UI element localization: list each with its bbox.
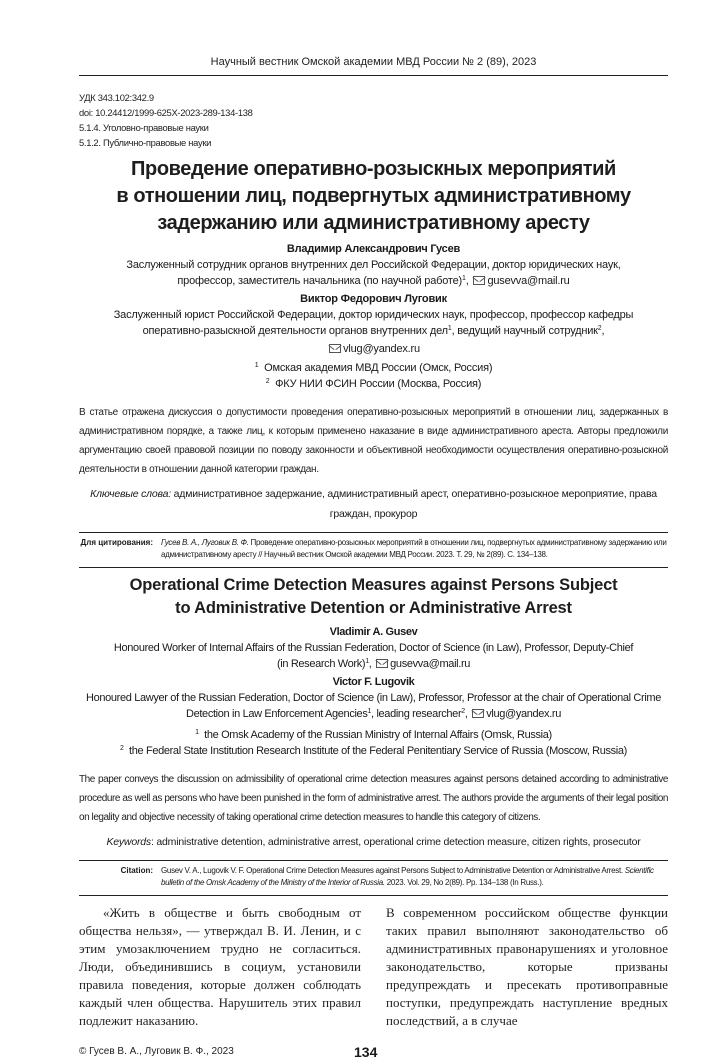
specialty-2: 5.1.2. Публично-правовые науки	[79, 137, 212, 148]
author-email[interactable]: gusevva@mail.ru	[390, 658, 471, 670]
author-affil-line: профессор, заместитель начальника (по научной работе)$^1$, gusevva@mail.ru	[177, 275, 570, 287]
keywords-en	[79, 832, 668, 852]
running-head: Научный вестник Омской академии МВД России № 2 (89), 2023	[210, 56, 537, 68]
author-name: Victor F. Lugovik	[332, 676, 415, 688]
page-number: 134	[354, 1044, 378, 1060]
header-rule	[79, 75, 668, 76]
body-columns	[79, 904, 668, 1030]
affiliation	[79, 361, 668, 377]
footnote-mark: 1	[365, 658, 369, 665]
title-ru-line: задержанию или административному аресту	[157, 212, 590, 234]
keywords-text: : administrative detention, administrative arrest, operational crime detection measure, citizen rights, prosecutor	[150, 836, 641, 848]
citation-journal: Scientific bulletin of the Omsk Academy of the Ministry of the Interior of Russia.	[161, 866, 654, 887]
footnote-mark: 2	[461, 708, 465, 715]
authors-en	[79, 624, 668, 760]
citation-body: Gusev V. A., Lugovik V. F. Operational Crime Detection Measures against Persons Subject to Administrative Detention or Administrative Arrest.	[161, 866, 625, 875]
keywords-text: административное задержание, административный арест, оперативно-розыскное мероприятие, права граждан, прокурор	[170, 488, 657, 520]
udc-code: УДК 343.102:342.9	[79, 92, 154, 103]
citation-label: Для цитирования:	[80, 538, 153, 547]
title-ru	[79, 156, 668, 237]
body-column-1: «Жить в обществе и быть свободным от общества нельзя», — утверждал В. И. Ленин, и с этим умозаключением трудно не согласиться. Люди, объединившись в социум, установили правила поведения, которые должен соблюдать каждый член общества. Нарушитель этих правил подлежит наказанию.	[79, 905, 361, 1028]
title-en	[79, 574, 668, 620]
specialty-1: 5.1.4. Уголовно-правовые науки	[79, 122, 209, 133]
citation-tail: 2023. Vol. 29, No 2(89). Pp. 134–138 (In Russ.).	[384, 878, 544, 887]
citation-body: Проведение оперативно-розыскных мероприятий в отношении лиц, подвергнутых административному задержанию или административному аресту // Научный вестник Омской академии МВД России. 2023. Т. 29, № 2(89). С. 134–138.	[161, 538, 667, 559]
body-column-2: В современном российском обществе функции таких правил выполняют законодательство об административных правонарушениях и уголовное законодательство, которые призваны предупреждать и пресекать противоправные поступки, предупреждать наступление вредных последствий, а в случае	[386, 905, 668, 1028]
affiliation-text: the Omsk Academy of the Russian Ministry of Internal Affairs (Omsk, Russia)	[204, 729, 552, 741]
envelope-icon	[376, 659, 388, 668]
envelope-icon	[473, 276, 485, 285]
author-name: Vladimir A. Gusev	[329, 626, 418, 638]
author-position: , ведущий научный сотрудник	[451, 325, 598, 337]
title-ru-line: Проведение оперативно-розыскных мероприятий	[131, 158, 616, 180]
title-ru-line: в отношении лиц, подвергнутых административному	[116, 185, 631, 207]
keywords-ru	[79, 484, 668, 524]
authors-ru	[79, 241, 668, 393]
journal-page	[79, 0, 668, 1064]
author-email[interactable]: vlug@yandex.ru	[486, 708, 561, 720]
envelope-icon	[329, 344, 341, 353]
doi[interactable]: doi: 10.24412/1999-625X-2023-289-134-138	[79, 107, 253, 118]
abstract-ru: В статье отражена дискуссия о допустимости проведения оперативно-розыскных мероприятий в отношении лиц, задержанных в административном порядке, а также лиц, к которым применено наказание в виде административного ареста. Авторы предложили аргументацию своей правовой позиции по поводу законности и объективной необходимости осуществления оперативно-розыскной деятельности в отношении данной категории граждан.	[79, 407, 668, 475]
footnote-mark: 1	[447, 325, 452, 332]
author-name: Виктор Федорович Луговик	[300, 293, 447, 305]
footnote-mark: 2	[597, 325, 602, 332]
affiliation	[79, 744, 668, 760]
author-affil-line: Заслуженный юрист Российской Федерации, доктор юридических наук, профессор, профессор кафедры	[113, 309, 634, 321]
author-position: , leading researcher	[371, 708, 462, 720]
citation-text	[161, 537, 668, 561]
affiliation	[79, 377, 668, 393]
footnote-mark: 1	[367, 708, 372, 715]
footnote-mark: 1	[462, 275, 466, 282]
author-affil-line: оперативно-разыскной деятельности органов внутренних дел$^1$, ведущий научный сотрудник$^2$,	[142, 325, 605, 337]
author-position: оперативно-разыскной деятельности органов внутренних дел	[142, 325, 448, 337]
keywords-label: Keywords	[106, 836, 151, 848]
title-en-line: to Administrative Detention or Administrative Arrest	[175, 599, 572, 617]
author-email[interactable]: vlug@yandex.ru	[343, 343, 420, 355]
author-affil-line: Honoured Lawyer of the Russian Federation, Doctor of Science (in Law), Professor, Professor at the chair of Operational Crime	[86, 692, 661, 704]
author-position: Detection in Law Enforcement Agencies	[185, 708, 368, 720]
citation-ru	[79, 532, 668, 568]
author-affil-line: Detection in Law Enforcement Agencies$^1$, leading researcher$^2$, vlug@yandex.ru	[185, 708, 561, 720]
keywords-label: Ключевые слова:	[90, 488, 171, 500]
footnote-mark: 2	[265, 378, 270, 385]
abstract-en: The paper conveys the discussion on admissibility of operational crime detection measures against persons detained according to administrative procedure as well as persons who have been punished in the form of administrative arrest. The authors provide the arguments of their legal position on legality and objective necessity of taking operational crime detection measures to handle this category of citizens.	[79, 774, 668, 823]
citation-label: Citation:	[120, 866, 153, 875]
affiliation-text: ФКУ НИИ ФСИН России (Москва, Россия)	[275, 378, 482, 390]
author-email-line	[79, 341, 668, 357]
author-name: Владимир Александрович Гусев	[286, 243, 461, 255]
author-affil-line: Заслуженный сотрудник органов внутренних дел Российской Федерации, доктор юридических наук,	[126, 259, 621, 271]
affiliation-text: Омская академия МВД России (Омск, Россия)	[264, 362, 493, 374]
footnote-mark: 2	[120, 745, 124, 752]
author-position: профессор, заместитель начальника (по научной работе)	[177, 275, 463, 287]
affiliation-text: the Federal State Institution Research Institute of the Federal Penitentiary Service of Russia (Moscow, Russia)	[129, 745, 627, 757]
author-position: (in Research Work)	[276, 658, 366, 670]
footnote-mark: 1	[195, 729, 199, 736]
citation-authors: Гусев В. А., Луговик В. Ф.	[161, 538, 249, 547]
article-meta	[79, 90, 668, 150]
footnote-mark: 1	[254, 362, 259, 369]
author-affil-line: (in Research Work)$^1$, gusevva@mail.ru	[276, 658, 471, 670]
author-email[interactable]: gusevva@mail.ru	[487, 275, 570, 287]
copyright: © Гусев В. А., Луговик В. Ф., 2023	[79, 1046, 234, 1057]
citation-en	[79, 860, 668, 896]
page-footer	[79, 1044, 668, 1064]
affiliation	[79, 728, 668, 744]
title-en-line: Operational Crime Detection Measures against Persons Subject	[129, 576, 618, 594]
citation-text	[161, 865, 668, 889]
author-affil-line: Honoured Worker of Internal Affairs of the Russian Federation, Doctor of Science (in Law), Professor, Deputy-Chief	[113, 642, 634, 654]
envelope-icon	[472, 709, 484, 718]
